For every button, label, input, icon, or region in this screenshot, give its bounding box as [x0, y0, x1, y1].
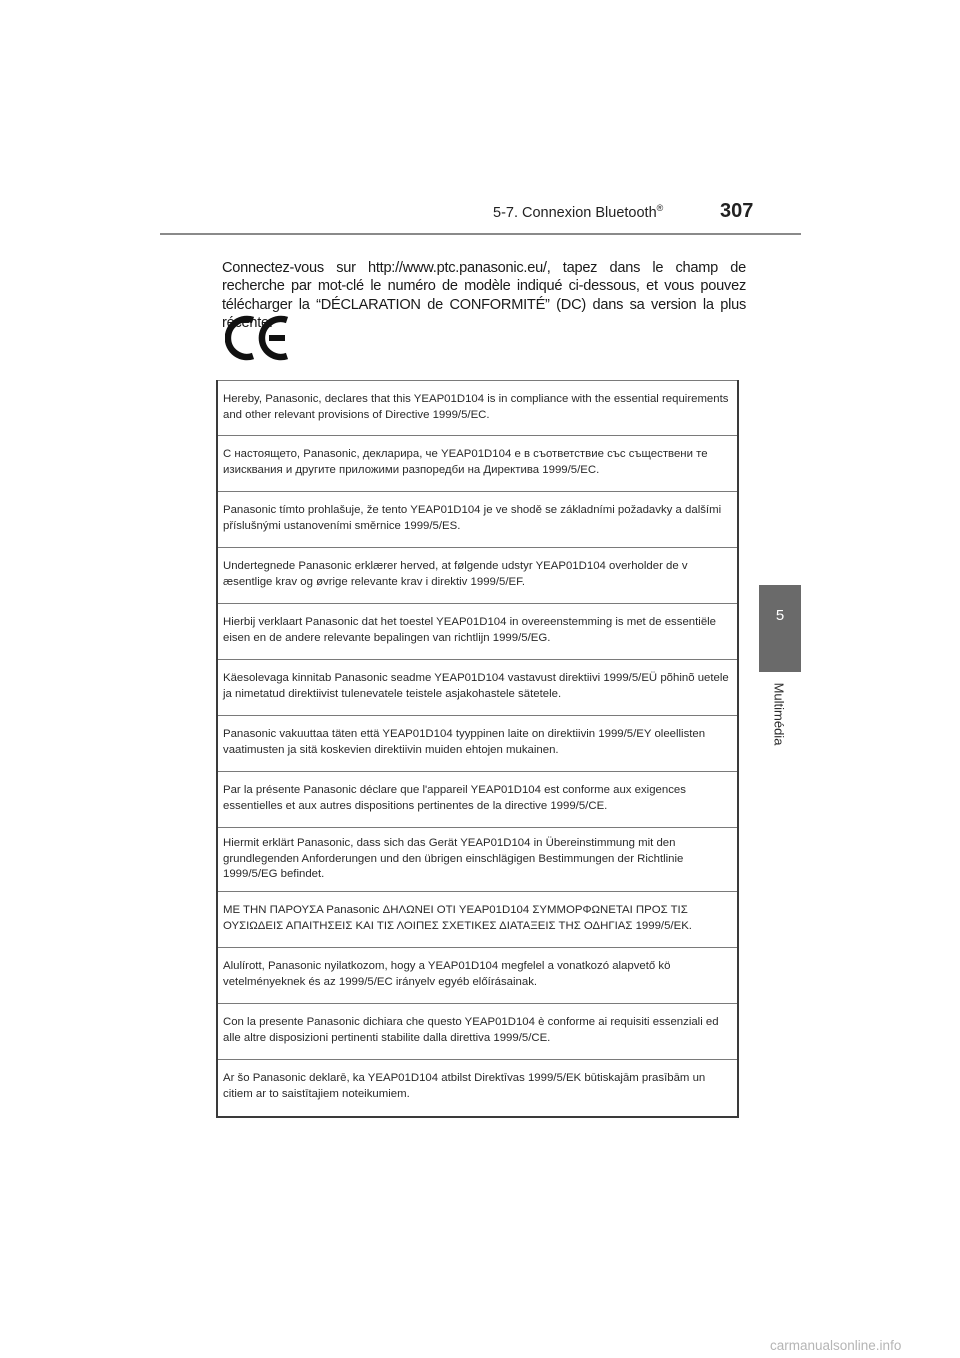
- chapter-label: Multimédia: [771, 682, 787, 746]
- declaration-row-bg: С настоящето, Panasonic, декларира, че YEAP01D104 е в съответствие със съществени те изисквания и другите приложими разпоредби на Директива 1999/5/ЕС.: [218, 436, 737, 492]
- declaration-row-et: Käesolevaga kinnitab Panasonic seadme YEAP01D104 vastavust direktiivi 1999/5/EÜ põhinõ uetele ja nimetatud direktiivist tulenevatele teistele asjakohastele sätetele.: [218, 660, 737, 716]
- declaration-row-hu: Alulírott, Panasonic nyilatkozom, hogy a YEAP01D104 megfelel a vonatkozó alapvető kö vetelményeknek és az 1999/5/EC irányelv egyéb előírásainak.: [218, 948, 737, 1004]
- declaration-row-nl: Hierbij verklaart Panasonic dat het toestel YEAP01D104 in overeenstemming is met de essentiële eisen en de andere relevante bepalingen van richtlijn 1999/5/EG.: [218, 604, 737, 660]
- ce-mark-icon: [225, 312, 295, 362]
- declaration-row-en: Hereby, Panasonic, declares that this YEAP01D104 is in compliance with the essential requirements and other relevant provisions of Directive 1999/5/EC.: [218, 380, 737, 436]
- chapter-tab: [759, 585, 801, 672]
- declaration-row-el: ΜΕ ΤΗΝ ΠΑΡΟΥΣΑ Panasonic ΔΗΛΩΝΕΙ ΟΤΙ YEAP01D104 ΣΥΜΜΟΡΦΩΝΕΤΑΙ ΠΡΟΣ ΤΙΣ ΟΥΣΙΩΔΕΙΣ ΑΠΑΙΤΗΣΕΙΣ ΚΑΙ ΤΙΣ ΛΟΙΠΕΣ ΣΧΕΤΙΚΕΣ ΔΙΑΤΑΞΕΙΣ ΤΗΣ ΟΔΗΓΙΑΣ 1999/5/ΕΚ.: [218, 892, 737, 948]
- watermark: carmanualsonline.info: [770, 1338, 902, 1353]
- declaration-row-it: Con la presente Panasonic dichiara che questo YEAP01D104 è conforme ai requisiti essenziali ed alle altre disposizioni pertinenti stabilite dalla direttiva 1999/5/CE.: [218, 1004, 737, 1060]
- declaration-row-de: Hiermit erklärt Panasonic, dass sich das Gerät YEAP01D104 in Übereinstimmung mit den grundlegenden Anforderungen und den übrigen einschlägigen Bestimmungen der Richtlinie 1999/5/EG befindet.: [218, 828, 737, 892]
- declaration-row-lv: Ar šo Panasonic deklarē, ka YEAP01D104 atbilst Direktīvas 1999/5/EK būtiskajām prasībām un citiem ar to saistītajiem noteikumiem.: [223, 1072, 706, 1100]
- declaration-row-fr: Par la présente Panasonic déclare que l'appareil YEAP01D104 est conforme aux exigences essentielles et aux autres dispositions pertinentes de la directive 1999/5/CE.: [218, 772, 737, 828]
- declaration-row-fi: Panasonic vakuuttaa täten että YEAP01D104 tyyppinen laite on direktiivin 1999/5/EY oleellisten vaatimusten ja sitä koskevien direktiivin muiden ehtojen mukainen.: [218, 716, 737, 772]
- page-number: 307: [720, 200, 754, 222]
- page-header: [0, 0, 960, 240]
- intro-paragraph: Connectez-vous sur http://www.ptc.panasonic.eu/, tapez dans le champ de recherche par mot-clé le numéro de modèle indiqué ci-dessous, et vous pouvez télécharger la “DÉCLARATION de CONFORMITÉ” (DC) dans sa version la plus récente.: [222, 259, 746, 332]
- declaration-row-cs: Panasonic tímto prohlašuje, že tento YEAP01D104 je ve shodě se základními požadavky a dalšími příslušnými ustanoveními směrnice 1999/5/ES.: [218, 492, 737, 548]
- section-title: [493, 205, 663, 221]
- chapter-number: 5: [775, 607, 785, 624]
- section-title-text: 5-7. Connexion Bluetooth: [493, 205, 657, 221]
- declaration-row-da: Undertegnede Panasonic erklærer herved, at følgende udstyr YEAP01D104 overholder de v æsentlige krav og øvrige relevante krav i direktiv 1999/5/EF.: [218, 548, 737, 604]
- registered-mark: ®: [656, 203, 664, 214]
- declaration-table: [216, 380, 739, 1118]
- header-divider: [160, 233, 801, 235]
